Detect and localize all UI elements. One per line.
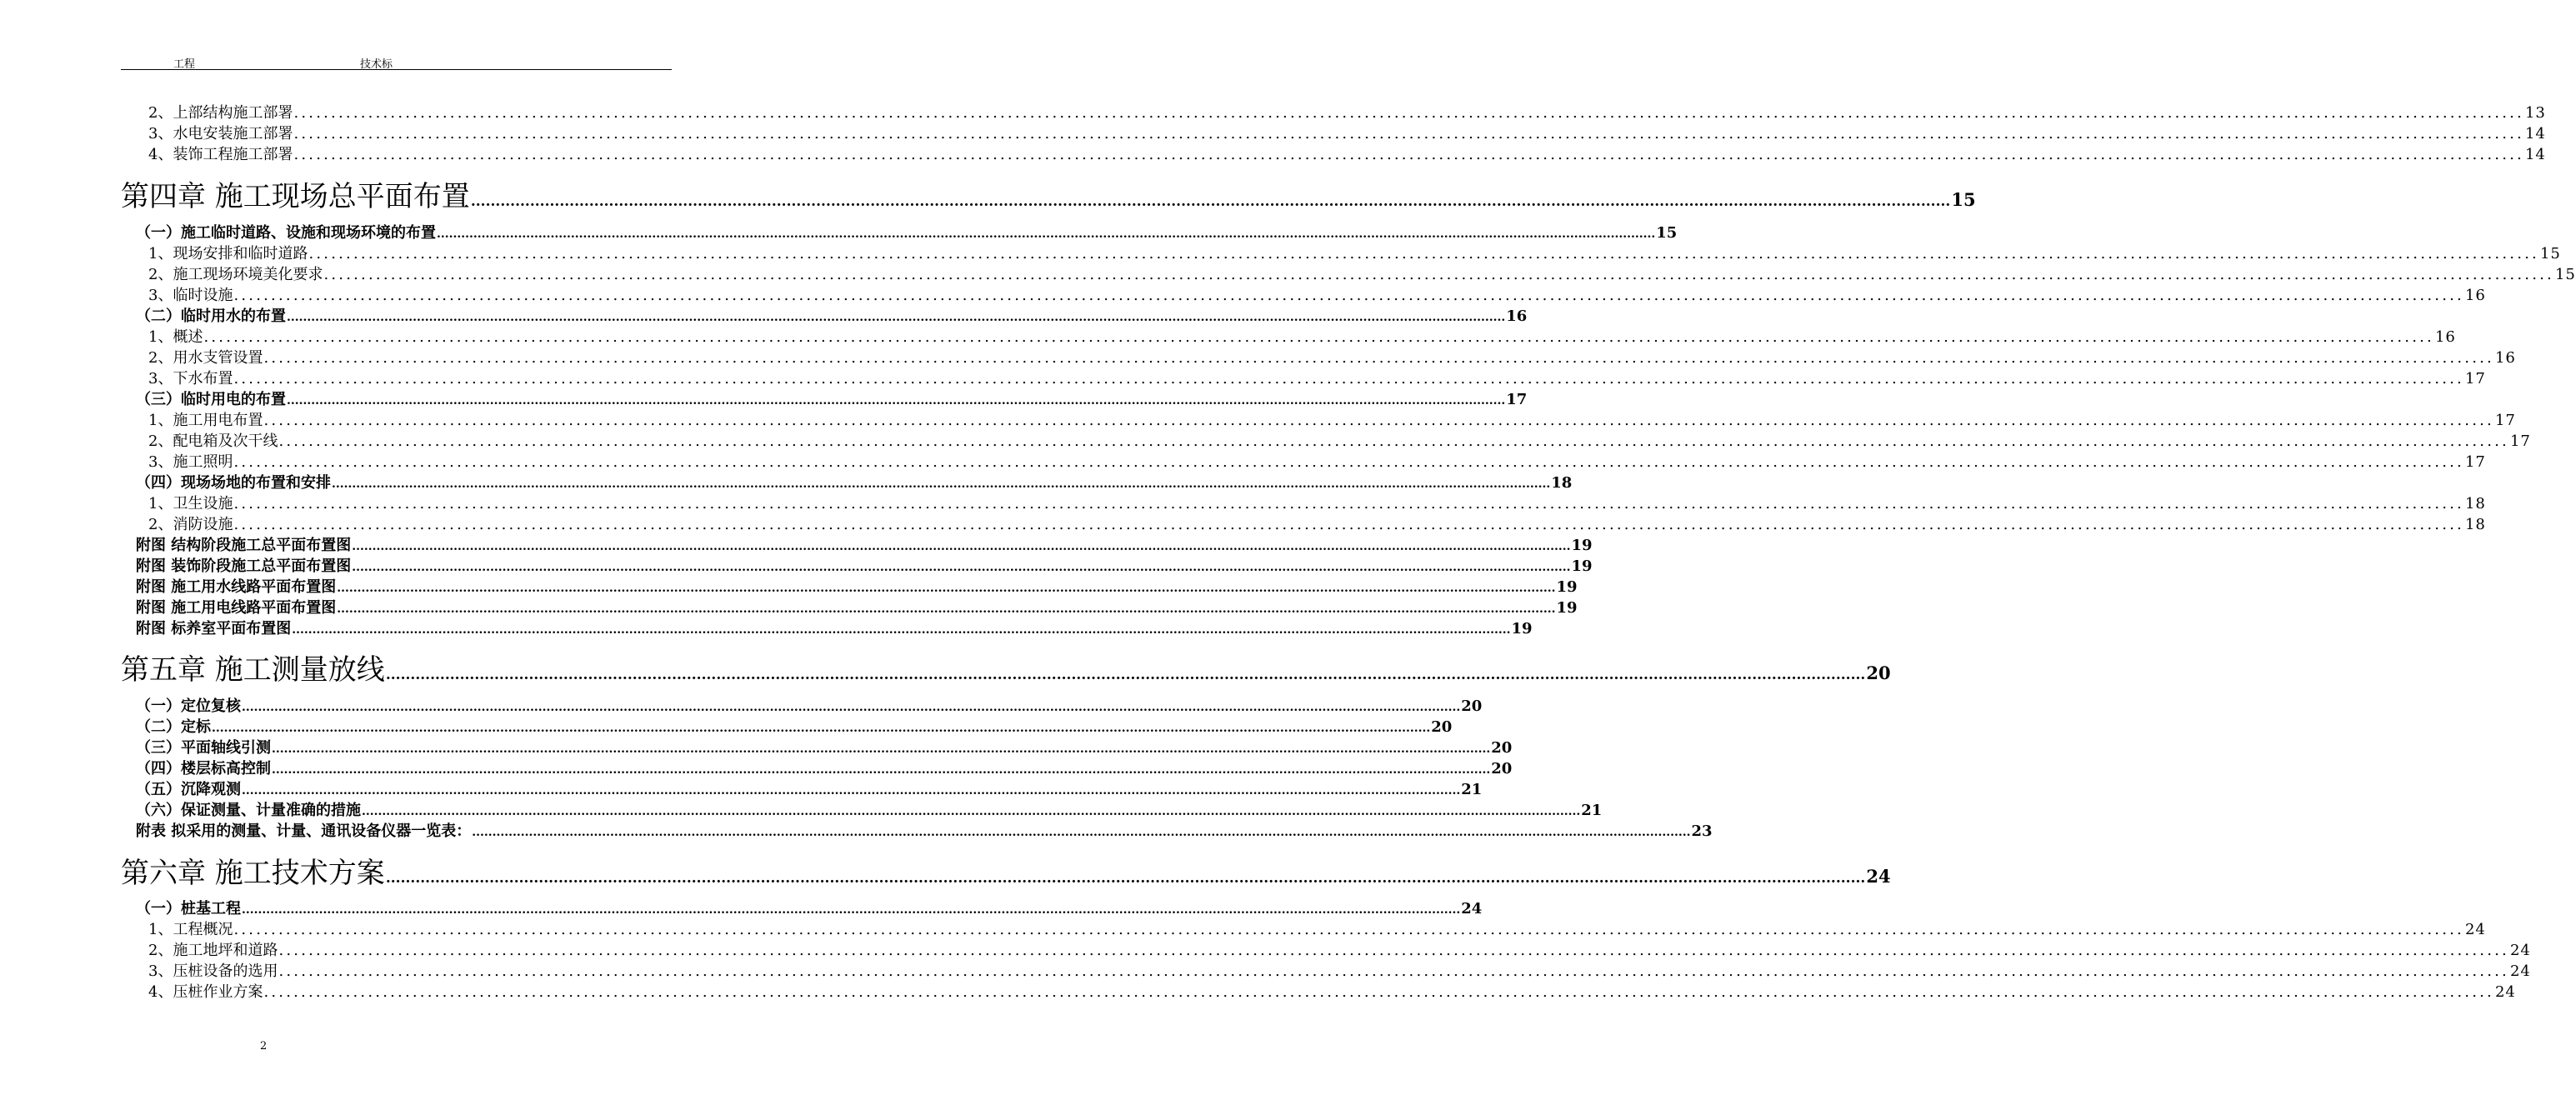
toc-entry[interactable]: [148, 920, 2486, 940]
toc-page-number: 18: [1551, 474, 1573, 492]
toc-dot-leader: ............................................................................................................................................................................................................................................................................................................: [233, 453, 2464, 471]
toc-entry-title: 3、压桩设备的选用: [148, 962, 278, 980]
toc-dot-leader: ............................................................................................................................................................................................................................................................................................................: [337, 602, 1556, 616]
toc-entry-title: 第五章 施工测量放线: [121, 653, 385, 687]
toc-page-number: 17: [2509, 432, 2531, 450]
toc-entry[interactable]: [136, 899, 1483, 919]
toc-page-number: 24: [2464, 921, 2486, 938]
toc-dot-leader: ............................................................................................................................................................................................................................................................................................................: [212, 722, 1431, 735]
toc-entry-title: 2、上部结构施工部署: [148, 104, 293, 122]
toc-entry-title: 2、消防设施: [148, 516, 233, 533]
toc-page-number: 19: [1556, 599, 1578, 617]
toc-entry[interactable]: [136, 619, 1533, 639]
toc-entry-title: 1、卫生设施: [148, 495, 233, 512]
toc-entry-title: 1、概述: [148, 328, 203, 346]
toc-chapter-entry[interactable]: [121, 178, 1976, 215]
toc-dot-leader: ............................................................................................................................................................................................................................................................................................................: [203, 328, 2434, 346]
header-divider: [121, 69, 672, 70]
toc-page-number: 15: [1656, 224, 1678, 242]
toc-dot-leader: ............................................................................................................................................................................................................................................................................................................: [233, 287, 2464, 304]
toc-entry[interactable]: [136, 390, 1528, 410]
toc-entry[interactable]: [136, 822, 1713, 842]
toc-entry[interactable]: [136, 759, 1513, 779]
toc-entry[interactable]: [148, 124, 2546, 144]
toc-page-number: 16: [2464, 287, 2486, 304]
toc-page-number: 19: [1556, 578, 1578, 596]
toc-entry[interactable]: [148, 369, 2486, 389]
page-number: 2: [260, 1040, 268, 1052]
toc-entry[interactable]: [148, 982, 2516, 1002]
toc-entry-title: 第四章 施工现场总平面布置: [121, 180, 470, 213]
toc-entry[interactable]: [148, 244, 2561, 264]
toc-entry-title: （一）定位复核: [136, 698, 241, 715]
toc-dot-leader: ............................................................................................................................................................................................................................................................................................................: [287, 311, 1506, 324]
toc-dot-leader: ............................................................................................................................................................................................................................................................................................................: [278, 942, 2509, 959]
toc-dot-leader: ............................................................................................................................................................................................................................................................................................................: [470, 193, 1951, 210]
toc-entry-title: 2、施工地坪和道路: [148, 942, 278, 959]
toc-page-number: 16: [2494, 349, 2516, 367]
toc-entry-title: 附图 装饰阶段施工总平面布置图: [136, 558, 352, 575]
toc-dot-leader: ............................................................................................................................................................................................................................................................................................................: [293, 104, 2524, 122]
toc-dot-leader: ............................................................................................................................................................................................................................................................................................................: [242, 903, 1461, 917]
toc-entry[interactable]: [136, 473, 1573, 493]
toc-dot-leader: ............................................................................................................................................................................................................................................................................................................: [242, 701, 1461, 714]
toc-entry-title: 附表 拟采用的测量、计量、通讯设备仪器一览表：: [136, 822, 472, 840]
toc-entry-title: 1、施工用电布置: [148, 412, 263, 429]
toc-dot-leader: ............................................................................................................................................................................................................................................................................................................: [472, 826, 1691, 839]
toc-dot-leader: ............................................................................................................................................................................................................................................................................................................: [278, 962, 2509, 980]
toc-page-number: 19: [1571, 537, 1593, 554]
toc-entry[interactable]: [136, 801, 1603, 821]
toc-entry-title: （三）临时用电的布置: [136, 391, 286, 408]
toc-entry-title: 3、临时设施: [148, 287, 233, 304]
toc-entry[interactable]: [136, 557, 1593, 577]
toc-entry[interactable]: [136, 536, 1593, 556]
toc-page-number: 19: [1511, 620, 1533, 638]
header-technical-bid: 技术标: [360, 58, 393, 71]
toc-page-number: 13: [2524, 104, 2546, 122]
toc-dot-leader: ............................................................................................................................................................................................................................................................................................................: [293, 125, 2524, 142]
toc-entry-title: （三）平面轴线引测: [136, 739, 271, 757]
toc-entry-title: 第六章 施工技术方案: [121, 857, 385, 890]
toc-page-number: 18: [2464, 495, 2486, 512]
toc-chapter-entry[interactable]: [121, 652, 1891, 688]
toc-entry[interactable]: [148, 286, 2486, 306]
toc-entry[interactable]: [136, 223, 1678, 243]
toc-page-number: 24: [1461, 900, 1483, 918]
toc-page-number: 14: [2524, 146, 2546, 163]
toc-entry[interactable]: [148, 328, 2456, 348]
toc-entry-title: 2、施工现场环境美化要求: [148, 266, 323, 283]
toc-entry[interactable]: [148, 515, 2486, 535]
toc-entry[interactable]: [148, 348, 2516, 368]
toc-entry[interactable]: [148, 941, 2531, 961]
toc-entry[interactable]: [148, 452, 2486, 472]
toc-entry-title: 1、工程概况: [148, 921, 233, 938]
toc-entry-title: 附图 施工用电线路平面布置图: [136, 599, 337, 617]
toc-entry[interactable]: [136, 738, 1513, 758]
toc-dot-leader: ............................................................................................................................................................................................................................................................................................................: [292, 623, 1511, 637]
toc-entry-title: 附图 标养室平面布置图: [136, 620, 292, 638]
toc-entry-title: （六）保证测量、计量准确的措施: [136, 802, 361, 819]
toc-page-number: 24: [1866, 866, 1891, 887]
toc-page-number: 20: [1461, 698, 1483, 715]
toc-entry[interactable]: [148, 962, 2531, 982]
toc-entry-title: 2、配电箱及次干线: [148, 432, 278, 450]
toc-entry-title: 3、水电安装施工部署: [148, 125, 293, 142]
toc-dot-leader: ............................................................................................................................................................................................................................................................................................................: [337, 582, 1556, 595]
toc-page-number: 21: [1461, 781, 1483, 798]
toc-dot-leader: ............................................................................................................................................................................................................................................................................................................: [352, 561, 1571, 574]
toc-dot-leader: ............................................................................................................................................................................................................................................................................................................: [352, 540, 1571, 553]
toc-page-number: 14: [2524, 125, 2546, 142]
toc-chapter-entry[interactable]: [121, 855, 1891, 892]
toc-page-number: 18: [2464, 516, 2486, 533]
toc-entry[interactable]: [136, 780, 1483, 800]
toc-entry[interactable]: [148, 265, 2576, 285]
toc-page-number: 24: [2509, 942, 2531, 959]
toc-page-number: 17: [2494, 412, 2516, 429]
toc-entry[interactable]: [148, 103, 2546, 123]
toc-dot-leader: ............................................................................................................................................................................................................................................................................................................: [272, 763, 1491, 777]
toc-entry-title: （四）楼层标高控制: [136, 760, 271, 778]
toc-dot-leader: ............................................................................................................................................................................................................................................................................................................: [323, 266, 2554, 283]
toc-page-number: 16: [2434, 328, 2456, 346]
toc-page-number: 24: [2494, 983, 2516, 1001]
toc-entry-title: （五）沉降观测: [136, 781, 241, 798]
toc-page-number: 17: [2464, 370, 2486, 388]
toc-dot-leader: ............................................................................................................................................................................................................................................................................................................: [263, 983, 2494, 1001]
toc-page-number: 15: [1951, 189, 1976, 210]
toc-entry[interactable]: [148, 494, 2486, 514]
toc-page-number: 23: [1691, 822, 1713, 840]
toc-page-number: 17: [1506, 391, 1528, 408]
toc-page-number: 20: [1866, 662, 1891, 683]
toc-entry-title: 附图 结构阶段施工总平面布置图: [136, 537, 352, 554]
toc-entry-title: 附图 施工用水线路平面布置图: [136, 578, 337, 596]
toc-dot-leader: ............................................................................................................................................................................................................................................................................................................: [233, 370, 2464, 388]
toc-entry-title: 3、下水布置: [148, 370, 233, 388]
toc-page-number: 19: [1571, 558, 1593, 575]
toc-page-number: 20: [1431, 718, 1453, 736]
toc-entry[interactable]: [136, 307, 1528, 327]
toc-entry[interactable]: [136, 578, 1578, 598]
toc-page-number: 20: [1491, 739, 1513, 757]
toc-page-number: 21: [1581, 802, 1603, 819]
toc-entry-title: 3、施工照明: [148, 453, 233, 471]
toc-dot-leader: ............................................................................................................................................................................................................................................................................................................: [233, 921, 2464, 938]
toc-dot-leader: ............................................................................................................................................................................................................................................................................................................: [362, 805, 1581, 818]
toc-entry[interactable]: [148, 432, 2531, 452]
toc-page-number: 15: [2554, 266, 2576, 283]
toc-entry-title: （一）桩基工程: [136, 900, 241, 918]
toc-entry-title: 4、装饰工程施工部署: [148, 146, 293, 163]
header-project: 工程: [173, 58, 196, 71]
toc-entry[interactable]: [148, 145, 2546, 165]
toc-dot-leader: ............................................................................................................................................................................................................................................................................................................: [263, 349, 2494, 367]
toc-dot-leader: ............................................................................................................................................................................................................................................................................................................: [278, 432, 2509, 450]
toc-dot-leader: ............................................................................................................................................................................................................................................................................................................: [293, 146, 2524, 163]
toc-entry-title: 2、用水支管设置: [148, 349, 263, 367]
toc-page-number: 20: [1491, 760, 1513, 778]
toc-dot-leader: ............................................................................................................................................................................................................................................................................................................: [385, 667, 1866, 683]
toc-entry[interactable]: [148, 411, 2516, 431]
toc-dot-leader: ............................................................................................................................................................................................................................................................................................................: [233, 495, 2464, 512]
toc-dot-leader: ............................................................................................................................................................................................................................................................................................................: [308, 245, 2539, 262]
toc-dot-leader: ............................................................................................................................................................................................................................................................................................................: [263, 412, 2494, 429]
toc-page-number: 16: [1506, 308, 1528, 325]
toc-dot-leader: ............................................................................................................................................................................................................................................................................................................: [332, 478, 1551, 491]
toc-entry[interactable]: [136, 718, 1453, 738]
toc-entry-title: （二）临时用水的布置: [136, 308, 286, 325]
toc-page-number: 15: [2539, 245, 2561, 262]
toc-dot-leader: ............................................................................................................................................................................................................................................................................................................: [385, 870, 1866, 887]
toc-entry-title: （一）施工临时道路、设施和现场环境的布置: [136, 224, 436, 242]
toc-page-number: 17: [2464, 453, 2486, 471]
toc-entry-title: 4、压桩作业方案: [148, 983, 263, 1001]
toc-dot-leader: ............................................................................................................................................................................................................................................................................................................: [272, 742, 1491, 756]
toc-dot-leader: ............................................................................................................................................................................................................................................................................................................: [437, 228, 1656, 241]
toc-dot-leader: ............................................................................................................................................................................................................................................................................................................: [242, 784, 1461, 798]
toc-dot-leader: ............................................................................................................................................................................................................................................................................................................: [287, 394, 1506, 408]
toc-page-number: 24: [2509, 962, 2531, 980]
toc-entry-title: （二）定标: [136, 718, 211, 736]
toc-entry-title: 1、现场安排和临时道路: [148, 245, 308, 262]
toc-entry[interactable]: [136, 697, 1483, 717]
toc-dot-leader: ............................................................................................................................................................................................................................................................................................................: [233, 516, 2464, 533]
toc-entry-title: （四）现场场地的布置和安排: [136, 474, 331, 492]
toc-entry[interactable]: [136, 598, 1578, 618]
